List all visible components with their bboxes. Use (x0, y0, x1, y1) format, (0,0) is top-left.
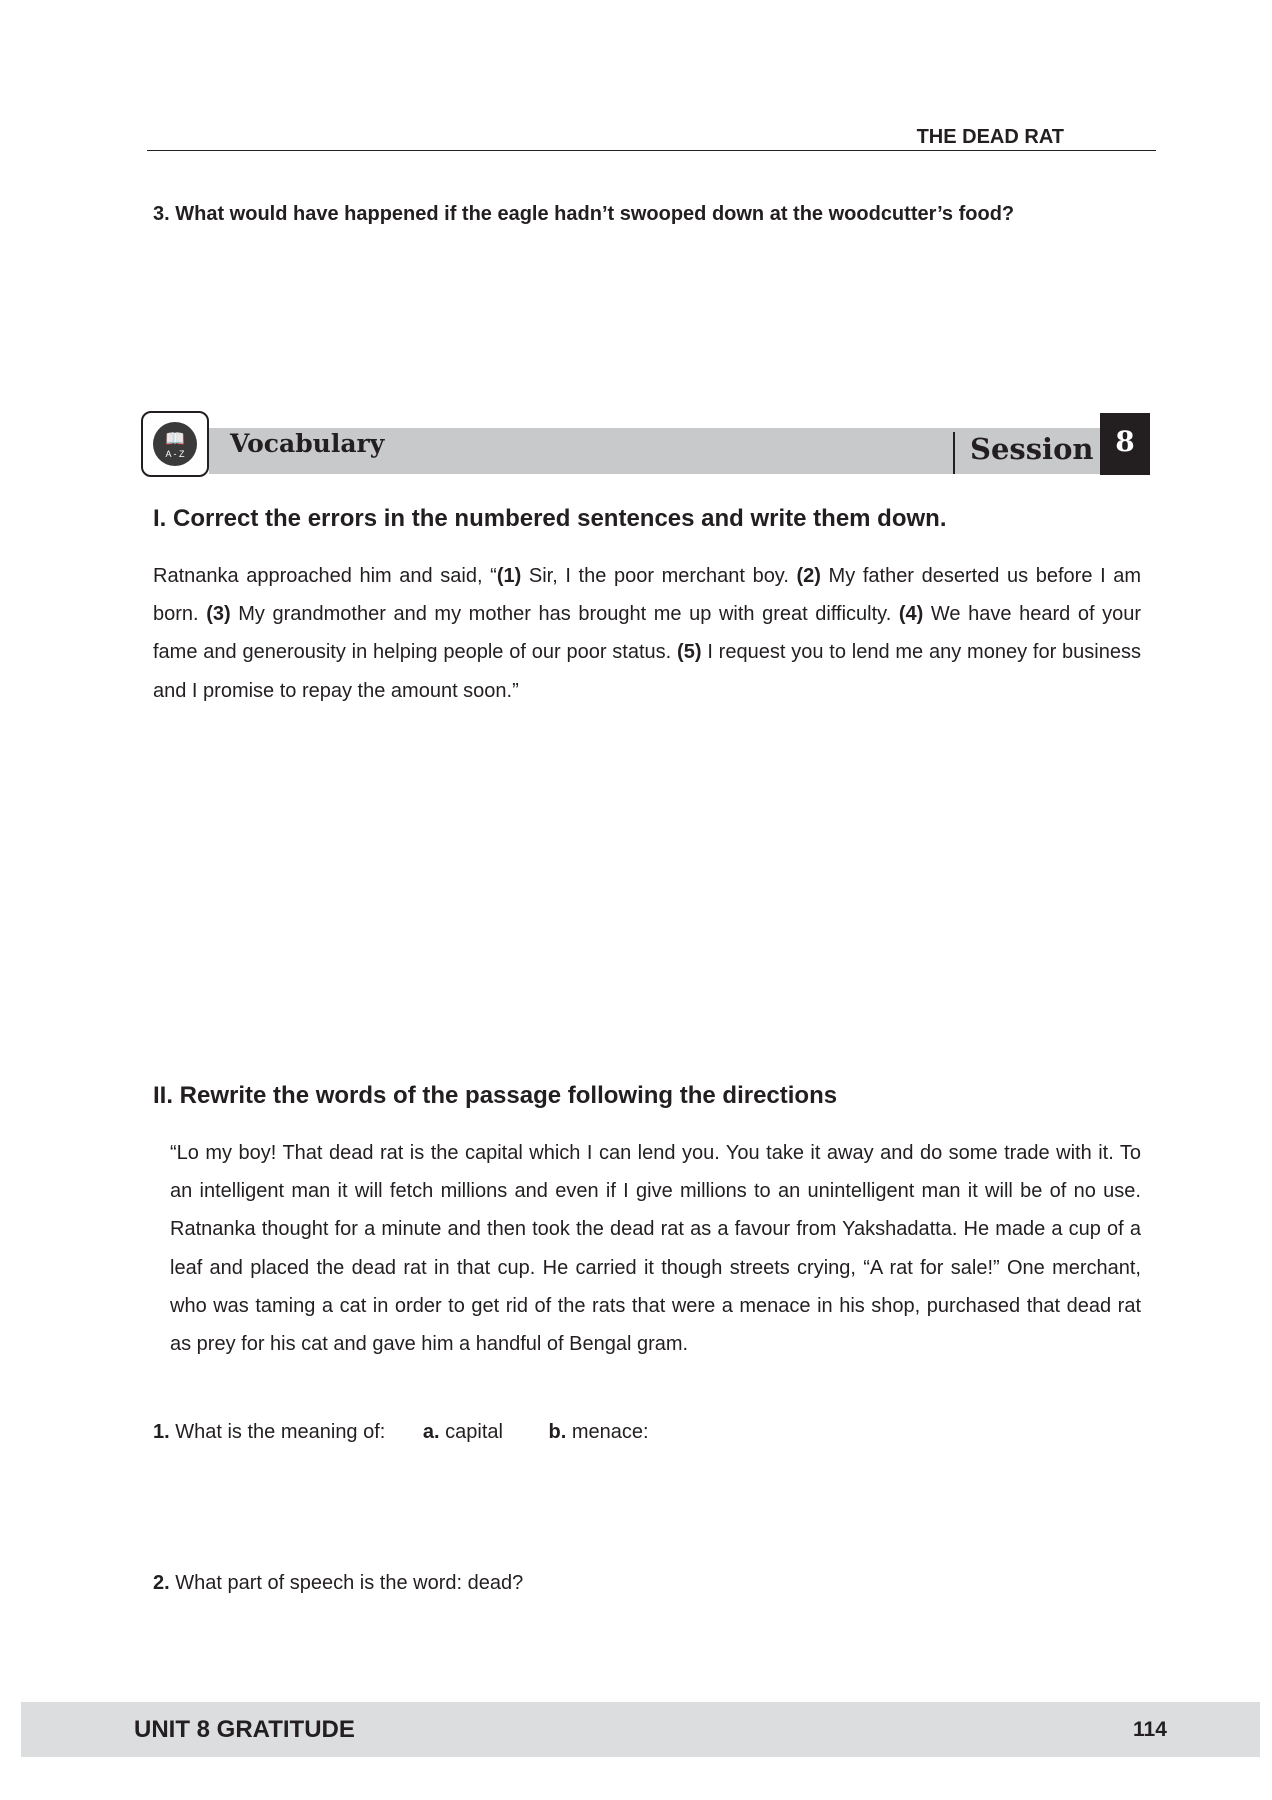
text: My father deserted us before I am born. (153, 565, 1142, 626)
session-number: 8 (1100, 413, 1150, 475)
session-label: Session (970, 432, 1094, 466)
section-1-paragraph (153, 557, 1141, 710)
option-label: b. (548, 1421, 567, 1443)
section-1-heading: I. Correct the errors in the numbered sentences and write them down. (153, 505, 947, 532)
question-2 (153, 1572, 523, 1595)
option-label: a. (422, 1421, 440, 1443)
q-text: What is the meaning of: (169, 1421, 386, 1443)
option-text: capital (439, 1421, 503, 1443)
icon-label: A - Z (165, 449, 185, 459)
option-text: menace: (566, 1421, 649, 1443)
running-header: THE DEAD RAT (916, 126, 1064, 148)
sentence-number: (1) (496, 565, 522, 587)
vocabulary-book-icon: 📖 A - Z (141, 411, 209, 477)
text: Sir, I the poor merchant boy. (521, 565, 797, 587)
text: We have heard of your fame and generousity in helping people of our poor status. (153, 603, 1142, 664)
sentence-number: (4) (898, 603, 924, 626)
text: My grandmother and my mother has brought me up with great difficulty. (230, 603, 899, 626)
header-rule (147, 150, 1156, 151)
sentence-number: (2) (796, 565, 821, 587)
q-number: 1. (153, 1421, 170, 1443)
sentence-number: (3) (206, 603, 231, 626)
vocabulary-title: Vocabulary (230, 429, 385, 458)
section-2-passage: “Lo my boy! That dead rat is the capital which I can lend you. You take it away and do some trade with it. To an intelligent man it will fetch millions and even if I give millions to an unintelligent man it will be of no use. Ratnanka thought for a minute and then took the dead rat as a favour from Yakshadatta. He made a cup of a leaf and placed the dead rat in that cup. He carried it though streets crying, “A rat for sale!” One merchant, who was taming a cat in order to get rid of the rats that were a menace in his shop, purchased that dead rat as prey for his cat and gave him a handful of Bengal gram. (170, 1142, 1141, 1356)
sentence-number: (5) (677, 641, 702, 664)
question-1 (153, 1421, 1053, 1444)
q-text: What part of speech is the word: dead? (169, 1572, 524, 1594)
banner-divider (953, 432, 955, 474)
section-2-heading: II. Rewrite the words of the passage following the directions (153, 1082, 838, 1109)
q-number: 2. (153, 1572, 170, 1594)
text: I request you to lend me any money for business and I promise to repay the amount soon.” (153, 641, 1141, 702)
footer-unit-title: UNIT 8 GRATITUDE (134, 1716, 355, 1743)
text: Ratnanka approached him and said, “ (153, 565, 497, 587)
page-number: 114 (1133, 1718, 1167, 1741)
question-3: 3. What would have happened if the eagle hadn’t swooped down at the woodcutter’s food? (153, 203, 1015, 225)
